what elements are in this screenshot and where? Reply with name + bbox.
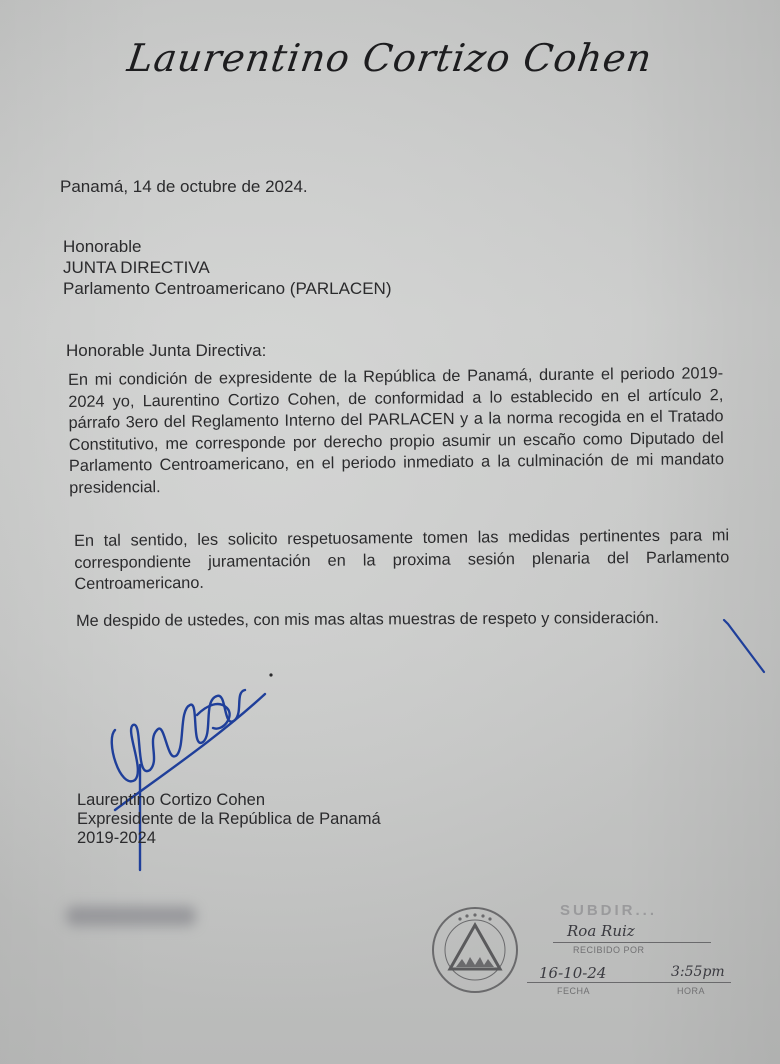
received-time-handwritten: 3:55pm xyxy=(671,964,725,980)
received-by-signature: Roa Ruiz xyxy=(567,922,635,940)
addressee-line-2: JUNTA DIRECTIVA xyxy=(63,258,210,277)
receipt-stamp-header: SUBDIR... xyxy=(560,902,658,919)
handwritten-signature-icon xyxy=(95,670,295,880)
ink-check-mark-icon xyxy=(718,612,778,682)
signer-title: Expresidente de la República de Panamá xyxy=(77,810,381,828)
received-date-handwritten: 16-10-24 xyxy=(539,964,607,982)
letterhead-name: Laurentino Cortizo Cohen xyxy=(124,36,656,80)
signer-term: 2019-2024 xyxy=(77,829,156,847)
signer-name: Laurentino Cortizo Cohen xyxy=(77,791,266,809)
addressee-block xyxy=(63,236,391,299)
body-paragraph-2: En tal sentido, les solicito respetuosamente tomen las medidas pertinentes para mi correspondiente juramentación en la proxima sesión plenaria del Parlamento Centroamericano. xyxy=(74,526,730,593)
receipt-stamp xyxy=(525,900,735,1000)
addressee-line-3: Parlamento Centroamericano (PARLACEN) xyxy=(63,279,392,298)
addressee-line-1: Honorable xyxy=(63,237,142,256)
body-paragraph-1: En mi condición de expresidente de la República de Panamá, durante el periodo 2019-2024 yo, Laurentino Cortizo Cohen, de conformidad a lo establecido en el artículo 2, párrafo 3ero del Reglamento Interno del PARLACEN y a la norma recogida en el Tratado Constitutivo, me corresponde por derecho propio asumir un escaño como Diputado del Parlamento Centroamericano, en el periodo inmediato a la culminación de mi mandato presidencial. xyxy=(68,364,725,497)
received-by-label: RECIBIDO POR xyxy=(573,945,645,955)
time-label: HORA xyxy=(677,986,706,996)
redacted-blur xyxy=(66,906,196,926)
signature-block xyxy=(77,791,381,848)
closing-paragraph: Me despido de ustedes, con mis mas altas muestras de respeto y consideración. xyxy=(76,608,659,630)
date-label: FECHA xyxy=(557,986,591,996)
parlacen-seal-icon xyxy=(430,905,520,995)
letter-date: Panamá, 14 de octubre de 2024. xyxy=(60,177,308,196)
salutation: Honorable Junta Directiva: xyxy=(66,341,267,360)
